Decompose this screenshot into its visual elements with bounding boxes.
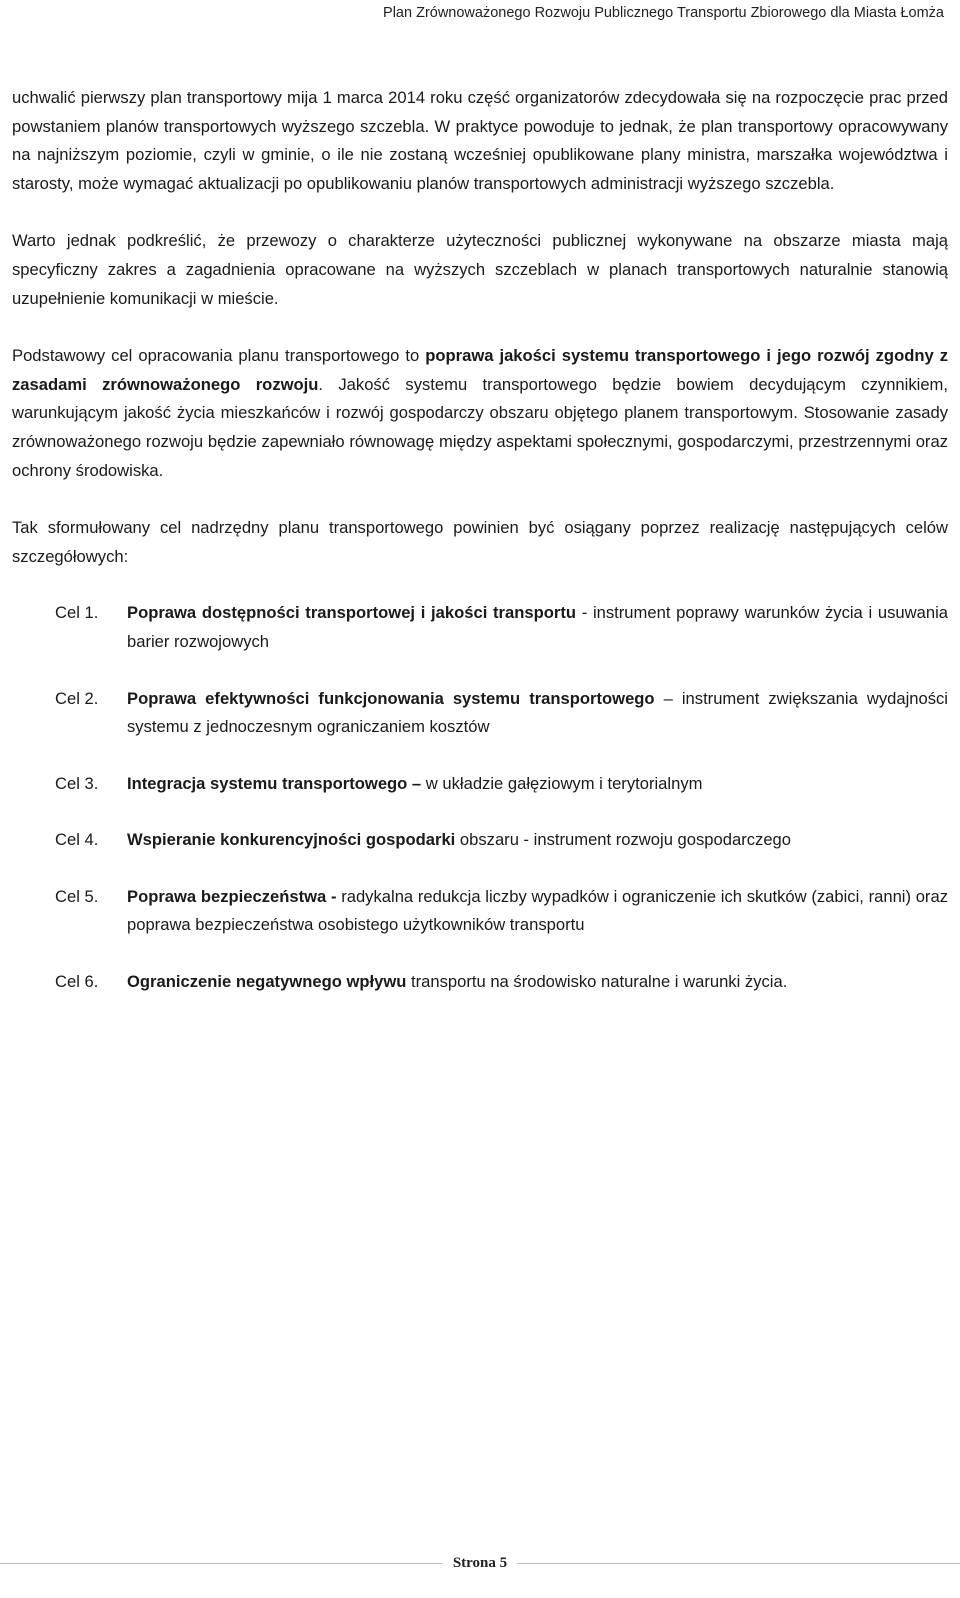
goal-text bbox=[127, 968, 948, 997]
goal-item bbox=[12, 770, 948, 799]
page-number: Strona 5 bbox=[443, 1553, 517, 1573]
goal-label: Cel 6. bbox=[55, 972, 99, 992]
goal-text bbox=[127, 826, 948, 855]
paragraph-4: Tak sformułowany cel nadrzędny planu transportowego powinien być osiągany poprzez realizację następujących celów szczegółowych: bbox=[12, 518, 948, 566]
paragraph-2: Warto jednak podkreślić, że przewozy o charakterze użyteczności publicznej wykonywane na obszarze miasta mają specyficzny zakres a zagadnienia opracowane na wyższych szczeblach w planach transportowych naturalnie stanowią uzupełnienie komunikacji w mieście. bbox=[12, 231, 948, 308]
goal-rest: – instrument zwiększania wydajności systemu z jednoczesnym ograniczaniem kosztów bbox=[127, 688, 948, 737]
goal-label: Cel 5. bbox=[55, 886, 99, 906]
goal-bold: Poprawa bezpieczeństwa - bbox=[127, 886, 337, 906]
goal-rest: w układzie gałęziowym i terytorialnym bbox=[421, 773, 703, 793]
goal-bold: Poprawa efektywności funkcjonowania systemu transportowego bbox=[127, 688, 655, 708]
goal-label: Cel 4. bbox=[55, 830, 99, 850]
goal-rest: transportu na środowisko naturalne i warunki życia. bbox=[406, 972, 788, 992]
goal-text bbox=[127, 685, 948, 742]
paragraph-1: uchwalić pierwszy plan transportowy mija 1 marca 2014 roku część organizatorów zdecydowała się na rozpoczęcie prac przed powstaniem planów transportowych wyższego szczebla. W praktyce powoduje to jednak, że plan transportowy opracowywany na najniższym poziomie, czyli w gminie, o ile nie zostaną wcześniej opublikowane plany ministra, marszałka województwa i starosty, może wymagać aktualizacji po opublikowaniu planów transportowych administracji wyższego szczebla. bbox=[12, 88, 948, 193]
goal-bold: Integracja systemu transportowego – bbox=[127, 773, 422, 793]
goal-rest: radykalna redukcja liczby wypadków i ograniczenie ich skutków (zabici, ranni) oraz poprawa bezpieczeństwa osobistego użytkowników transportu bbox=[127, 886, 948, 935]
goal-item bbox=[12, 685, 948, 742]
paragraph-3-start: Podstawowy cel opracowania planu transportowego to bbox=[12, 346, 426, 366]
goal-item bbox=[12, 968, 948, 997]
paragraph-3-end: . Jakość systemu transportowego będzie bowiem decydującym czynnikiem, warunkującym jakość życia mieszkańców i rozwój gospodarczy obszaru objętego planem transportowym. Stosowanie zasady zrównoważonego rozwoju będzie zapewniało równowagę między aspektami społecznymi, gospodarczymi, przestrzennymi oraz ochrony środowiska. bbox=[12, 374, 948, 480]
goal-bold: Poprawa dostępności transportowej i jakości transportu bbox=[127, 603, 577, 623]
goal-rest: obszaru - instrument rozwoju gospodarczego bbox=[455, 830, 792, 850]
page-header-title: Plan Zrównoważonego Rozwoju Publicznego Transportu Zbiorowego dla Miasta Łomża bbox=[383, 5, 944, 21]
goal-text bbox=[127, 599, 948, 656]
document-body bbox=[12, 84, 948, 1025]
goal-item bbox=[12, 599, 948, 656]
goal-item bbox=[12, 826, 948, 855]
goals-list bbox=[12, 599, 948, 996]
goal-text bbox=[127, 883, 948, 940]
goal-bold: Ograniczenie negatywnego wpływu bbox=[127, 972, 407, 992]
page-footer bbox=[0, 1553, 960, 1575]
goal-bold: Wspieranie konkurencyjności gospodarki bbox=[127, 830, 456, 850]
goal-label: Cel 3. bbox=[55, 773, 99, 793]
goal-rest: - instrument poprawy warunków życia i usuwania barier rozwojowych bbox=[127, 603, 949, 651]
goal-item bbox=[12, 883, 948, 940]
goal-label: Cel 1. bbox=[55, 603, 99, 623]
goal-text bbox=[127, 770, 948, 799]
paragraph-3-bold: poprawa jakości systemu transportowego i jego rozwój zgodny z zasadami zrównoważonego rozwoju bbox=[12, 346, 948, 394]
paragraph-3 bbox=[12, 342, 948, 485]
goal-label: Cel 2. bbox=[55, 688, 99, 708]
